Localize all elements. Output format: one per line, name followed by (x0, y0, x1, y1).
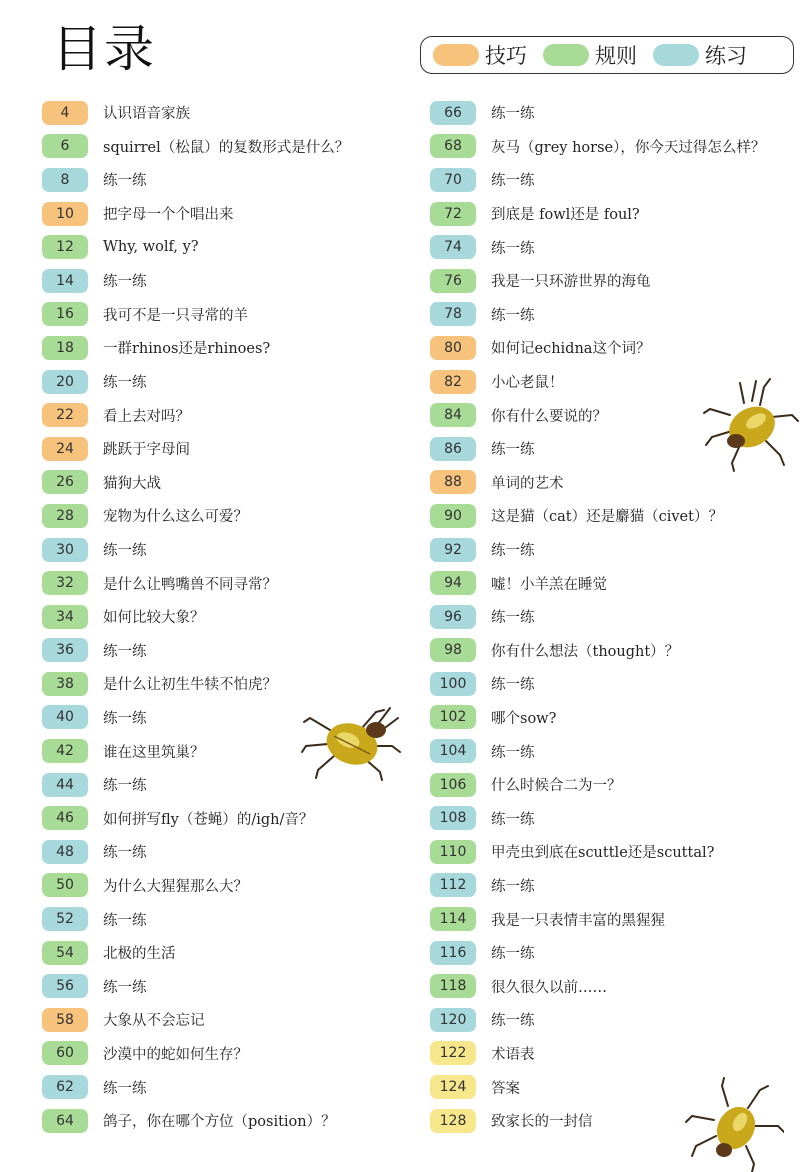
toc-entry[interactable] (42, 398, 349, 432)
page-number-badge: 46 (42, 806, 88, 830)
toc-entry[interactable] (42, 1104, 349, 1138)
toc-entry[interactable] (42, 634, 349, 668)
page-number-badge: 62 (42, 1075, 88, 1099)
entry-title: 练一练 (103, 375, 147, 392)
page-number-badge: 66 (430, 101, 476, 125)
page-number-badge: 56 (42, 974, 88, 998)
toc-entry[interactable] (42, 130, 349, 164)
entry-title: 练一练 (103, 543, 147, 560)
toc-entry[interactable] (430, 96, 765, 130)
toc-entry[interactable] (430, 230, 765, 264)
entry-title: 为什么大猩猩那么大？ (103, 878, 248, 895)
entry-title: 练一练 (103, 173, 147, 190)
entry-title: 鸽子，你在哪个方位（position）？ (103, 1114, 336, 1131)
page-number-badge: 70 (430, 168, 476, 192)
page-number-badge: 12 (42, 235, 88, 259)
page-number-badge: 112 (430, 873, 476, 897)
legend-item-rule (543, 40, 637, 70)
legend-swatch-practice (653, 44, 699, 66)
entry-title: 练一练 (103, 274, 147, 291)
page-number-badge: 98 (430, 638, 476, 662)
toc-entry[interactable] (430, 835, 765, 869)
entry-title: 练一练 (103, 979, 147, 996)
entry-title: 灰马（grey horse），你今天过得怎么样？ (491, 139, 766, 156)
page-number-badge: 44 (42, 773, 88, 797)
entry-title: 小心老鼠！ (491, 375, 564, 392)
toc-entry[interactable] (42, 499, 349, 533)
entry-title: 练一练 (103, 643, 147, 660)
toc-entry[interactable] (42, 801, 349, 835)
entry-title: 把字母一个个唱出来 (103, 207, 234, 224)
entry-title: 如何记echidna这个词？ (491, 341, 651, 358)
entry-title: 练一练 (491, 744, 535, 761)
page-number-badge: 42 (42, 739, 88, 763)
page-number-badge: 22 (42, 403, 88, 427)
page-number-badge: 26 (42, 470, 88, 494)
page-number-badge: 20 (42, 370, 88, 394)
page-number-badge: 48 (42, 840, 88, 864)
entry-title: 致家长的一封信 (491, 1114, 593, 1131)
entry-title: 练一练 (103, 912, 147, 929)
page-number-badge: 102 (430, 705, 476, 729)
entry-title: Why, wolf, y? (103, 239, 199, 256)
page-number-badge: 52 (42, 907, 88, 931)
beetle-icon (700, 375, 800, 475)
beetle-icon (684, 1076, 784, 1172)
toc-entry[interactable] (42, 835, 349, 869)
page-number-badge: 128 (430, 1109, 476, 1133)
entry-title: 练一练 (491, 307, 535, 324)
page-number-badge: 30 (42, 538, 88, 562)
toc-entry[interactable] (42, 432, 349, 466)
page-number-badge: 106 (430, 773, 476, 797)
entry-title: 练一练 (103, 710, 147, 727)
page-number-badge: 100 (430, 672, 476, 696)
toc-entry[interactable] (42, 197, 349, 231)
toc-entry[interactable] (430, 801, 765, 835)
page-number-badge: 16 (42, 302, 88, 326)
entry-title: 北极的生活 (103, 946, 176, 963)
page-number-badge: 76 (430, 269, 476, 293)
page-number-badge: 34 (42, 605, 88, 629)
page-number-badge: 116 (430, 941, 476, 965)
toc-entry[interactable] (42, 600, 349, 634)
entry-title: 这是猫（cat）还是麝猫（civet）？ (491, 509, 723, 526)
page-number-badge: 14 (42, 269, 88, 293)
toc-right-column (430, 96, 765, 1137)
entry-title: 是什么让初生牛犊不怕虎？ (103, 677, 277, 694)
toc-entry[interactable] (430, 1037, 765, 1071)
entry-title: 练一练 (491, 1013, 535, 1030)
page-title: 目录 (52, 20, 156, 78)
page-number-badge: 78 (430, 302, 476, 326)
toc-entry[interactable] (42, 969, 349, 1003)
legend-swatch-rule (543, 44, 589, 66)
page-number-badge: 88 (430, 470, 476, 494)
page-number-badge: 38 (42, 672, 88, 696)
toc-entry[interactable] (430, 163, 765, 197)
entry-title: 如何比较大象？ (103, 610, 205, 627)
page-number-badge: 4 (42, 101, 88, 125)
toc-entry[interactable] (430, 634, 765, 668)
toc-entry[interactable] (430, 264, 765, 298)
page-number-badge: 84 (430, 403, 476, 427)
toc-entry[interactable] (430, 869, 765, 903)
page-number-badge: 58 (42, 1008, 88, 1032)
page-number-badge: 114 (430, 907, 476, 931)
toc-entry[interactable] (42, 902, 349, 936)
toc-entry[interactable] (430, 768, 765, 802)
entry-title: 练一练 (491, 173, 535, 190)
toc-entry[interactable] (42, 365, 349, 399)
entry-title: 看上去对吗？ (103, 408, 190, 425)
entry-title: 练一练 (491, 677, 535, 694)
toc-entry[interactable] (430, 566, 765, 600)
page-number-badge: 90 (430, 504, 476, 528)
toc-entry[interactable] (42, 96, 349, 130)
page-number-badge: 108 (430, 806, 476, 830)
entry-title: 练一练 (103, 1080, 147, 1097)
toc-entry[interactable] (42, 1003, 349, 1037)
toc-entry[interactable] (430, 936, 765, 970)
legend-swatch-tip (433, 44, 479, 66)
page-number-badge: 92 (430, 538, 476, 562)
page-number-badge: 72 (430, 202, 476, 226)
toc-entry[interactable] (42, 163, 349, 197)
toc-entry[interactable] (430, 1003, 765, 1037)
entry-title: 我可不是一只寻常的羊 (103, 307, 248, 324)
entry-title: 认识语音家族 (103, 106, 190, 123)
entry-title: 练一练 (491, 106, 535, 123)
page-number-badge: 50 (42, 873, 88, 897)
page-number-badge: 80 (430, 336, 476, 360)
entry-title: 是什么让鸭嘴兽不同寻常？ (103, 576, 277, 593)
entry-title: 什么时候合二为一？ (491, 778, 622, 795)
entry-title: 很久很久以前…… (491, 979, 607, 996)
toc-entry[interactable] (430, 969, 765, 1003)
page-number-badge: 94 (430, 571, 476, 595)
toc-entry[interactable] (42, 466, 349, 500)
page-number-badge: 40 (42, 705, 88, 729)
toc-entry[interactable] (42, 1037, 349, 1071)
entry-title: 练一练 (103, 845, 147, 862)
page-number-badge: 24 (42, 437, 88, 461)
entry-title: 你有什么要说的？ (491, 408, 607, 425)
entry-title: 大象从不会忘记 (103, 1013, 205, 1030)
page-number-badge: 110 (430, 840, 476, 864)
toc-entry[interactable] (42, 533, 349, 567)
toc-entry[interactable] (42, 331, 349, 365)
toc-entry[interactable] (430, 533, 765, 567)
page-number-badge: 60 (42, 1041, 88, 1065)
toc-entry[interactable] (42, 264, 349, 298)
entry-title: 练一练 (491, 946, 535, 963)
toc-entry[interactable] (430, 130, 765, 164)
page-number-badge: 122 (430, 1041, 476, 1065)
toc-entry[interactable] (42, 298, 349, 332)
toc-entry[interactable] (430, 701, 765, 735)
page-number-badge: 54 (42, 941, 88, 965)
entry-title: 术语表 (491, 1046, 535, 1063)
page-number-badge: 68 (430, 134, 476, 158)
entry-title: 如何拼写fly（苍蝇）的/igh/音？ (103, 811, 314, 828)
toc-entry[interactable] (430, 667, 765, 701)
entry-title: 练一练 (491, 878, 535, 895)
toc-entry[interactable] (430, 298, 765, 332)
entry-title: 我是一只环游世界的海龟 (491, 274, 651, 291)
page-number-badge: 120 (430, 1008, 476, 1032)
page-number-badge: 10 (42, 202, 88, 226)
toc-entry[interactable] (430, 902, 765, 936)
entry-title: 沙漠中的蛇如何生存？ (103, 1046, 248, 1063)
toc-entry[interactable] (42, 230, 349, 264)
toc-entry[interactable] (430, 499, 765, 533)
page-number-badge: 8 (42, 168, 88, 192)
page-number-badge: 82 (430, 370, 476, 394)
legend-item-practice (653, 40, 747, 70)
entry-title: 答案 (491, 1080, 520, 1097)
entry-title: 单词的艺术 (491, 475, 564, 492)
entry-title: 练一练 (491, 610, 535, 627)
toc-entry[interactable] (42, 869, 349, 903)
toc-entry[interactable] (42, 566, 349, 600)
page-number-badge: 86 (430, 437, 476, 461)
page-number-badge: 32 (42, 571, 88, 595)
legend-label-practice: 练习 (705, 44, 747, 68)
page-number-badge: 64 (42, 1109, 88, 1133)
entry-title: 猫狗大战 (103, 475, 161, 492)
beetle-icon (300, 700, 408, 782)
toc-entry[interactable] (42, 1070, 349, 1104)
entry-title: 练一练 (491, 240, 535, 257)
toc-left-column (42, 96, 349, 1137)
toc-entry[interactable] (42, 667, 349, 701)
toc-entry[interactable] (42, 936, 349, 970)
entry-title: 跳跃于字母间 (103, 442, 190, 459)
entry-title: 一群rhinos还是rhinoes? (103, 341, 271, 358)
entry-title: 嘘！小羊羔在睡觉 (491, 576, 607, 593)
toc-entry[interactable] (430, 331, 765, 365)
page-number-badge: 18 (42, 336, 88, 360)
entry-title: 到底是 fowl还是 foul? (491, 207, 640, 224)
toc-entry[interactable] (430, 600, 765, 634)
category-legend (420, 36, 794, 74)
entry-title: 你有什么想法（thought）？ (491, 643, 680, 660)
toc-entry[interactable] (430, 197, 765, 231)
legend-label-tip: 技巧 (485, 44, 527, 68)
entry-title: 练一练 (491, 811, 535, 828)
page-number-badge: 118 (430, 974, 476, 998)
toc-entry[interactable] (430, 734, 765, 768)
legend-label-rule: 规则 (595, 44, 637, 68)
entry-title: 练一练 (103, 778, 147, 795)
entry-title: 谁在这里筑巢？ (103, 744, 205, 761)
page-number-badge: 104 (430, 739, 476, 763)
entry-title: 哪个sow? (491, 710, 557, 727)
entry-title: 练一练 (491, 442, 535, 459)
entry-title: 宠物为什么这么可爱？ (103, 509, 248, 526)
entry-title: 我是一只表情丰富的黑猩猩 (491, 912, 665, 929)
entry-title: squirrel（松鼠）的复数形式是什么？ (103, 139, 350, 156)
entry-title: 甲壳虫到底在scuttle还是scuttal? (491, 845, 715, 862)
page-number-badge: 96 (430, 605, 476, 629)
entry-title: 练一练 (491, 543, 535, 560)
page-number-badge: 124 (430, 1075, 476, 1099)
legend-item-tip (433, 40, 527, 70)
page-number-badge: 36 (42, 638, 88, 662)
page-number-badge: 6 (42, 134, 88, 158)
page-number-badge: 74 (430, 235, 476, 259)
page-number-badge: 28 (42, 504, 88, 528)
